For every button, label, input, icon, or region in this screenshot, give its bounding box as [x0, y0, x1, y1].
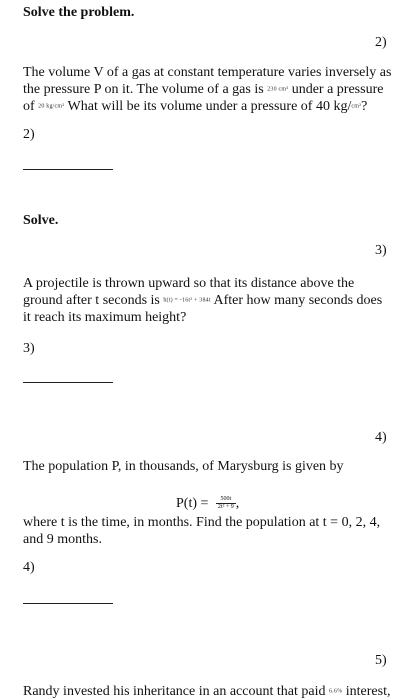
- answer-number: 3): [23, 341, 35, 356]
- question-text-part: The volume V of a gas at constant temperature varies inversely as the pressure P on it. The volume of a gas is: [23, 65, 392, 97]
- inline-math: 230 cm³: [267, 86, 289, 93]
- question-text: [23, 275, 393, 326]
- section-heading: Solve.: [23, 213, 59, 228]
- question-text: [23, 64, 393, 116]
- question-text-part: under a pressure of: [23, 82, 384, 115]
- answer-line[interactable]: [23, 603, 113, 604]
- question-text-part: ?: [361, 99, 368, 115]
- formula-comma: ,: [235, 496, 240, 511]
- question-text-part: A projectile is thrown upward so that its distance above the ground after t seconds is: [23, 276, 355, 308]
- fraction-numerator: 500t: [216, 496, 236, 504]
- question-text-part: After how many seconds does it reach its maximum height?: [23, 293, 383, 326]
- question-text: [23, 683, 393, 700]
- inline-math: cm²: [351, 103, 362, 110]
- question-number: 5): [375, 653, 387, 668]
- inline-math: h(t) = -16t² + 384t: [163, 297, 211, 304]
- question-text-part: Randy invested his inheritance in an account that paid: [23, 684, 326, 699]
- question-text: The population P, in thousands, of Marysburg is given by: [23, 459, 344, 474]
- formula: [176, 496, 239, 512]
- question-number: 4): [375, 430, 387, 445]
- question-text-part: What will be its volume under a pressure of 40 kg/: [67, 99, 352, 115]
- inline-math: 20 kg/cm²: [38, 103, 65, 110]
- answer-number: 4): [23, 560, 35, 575]
- question-number: 2): [375, 35, 387, 50]
- section-heading: Solve the problem.: [23, 5, 135, 20]
- answer-number: 2): [23, 127, 35, 142]
- formula-fraction: [216, 496, 236, 511]
- question-text: where t is the time, in months. Find the population at t = 0, 2, 4, and 9 months.: [23, 515, 381, 547]
- question-text-part: interest,: [345, 684, 391, 699]
- fraction-denominator: 2t² + 9: [217, 504, 234, 511]
- answer-line[interactable]: [23, 169, 113, 170]
- inline-math: 6.6%: [328, 688, 343, 695]
- formula-lhs: P(t) =: [176, 496, 209, 511]
- question-number: 3): [375, 243, 387, 258]
- answer-line[interactable]: [23, 382, 113, 383]
